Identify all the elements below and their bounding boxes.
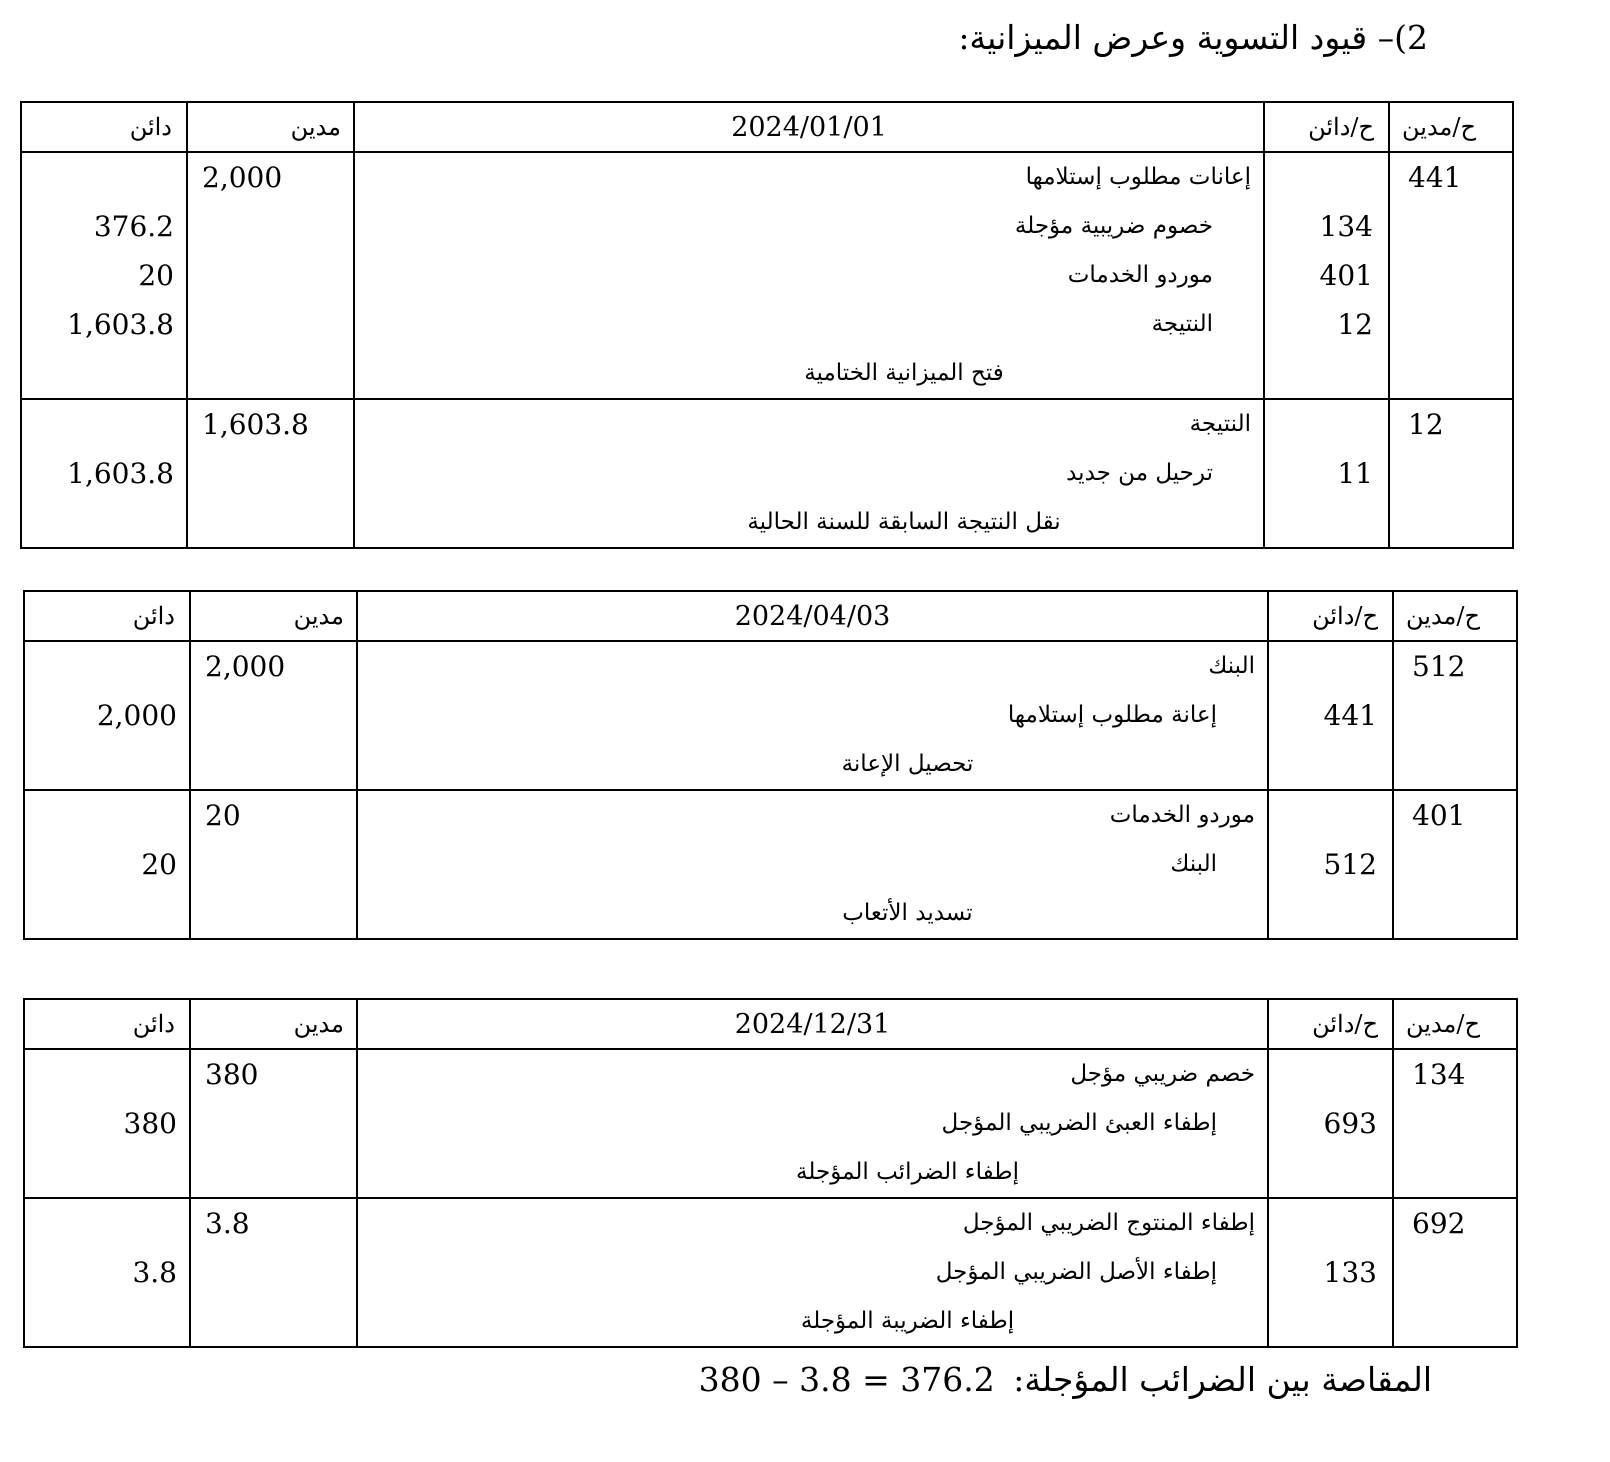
journal-entry bbox=[21, 399, 1513, 548]
entry-value bbox=[191, 1248, 356, 1297]
journal-table bbox=[23, 998, 1518, 1348]
journal-entry bbox=[21, 152, 1513, 399]
entry-memo-line: نقل النتيجة السابقة للسنة الحالية bbox=[747, 509, 1061, 535]
journal-entry bbox=[24, 1198, 1517, 1347]
entry-value bbox=[25, 1148, 189, 1197]
description-cell bbox=[354, 399, 1264, 548]
entry-value bbox=[191, 1148, 356, 1197]
entry-value bbox=[1390, 349, 1512, 398]
entry-value bbox=[22, 400, 186, 449]
entry-value: 2,000 bbox=[96, 699, 177, 732]
debit-account-cell bbox=[1393, 641, 1517, 790]
entry-value: 693 bbox=[1323, 1107, 1377, 1140]
credit-account-cell bbox=[1268, 790, 1393, 939]
header-credit: دائن bbox=[24, 591, 190, 641]
entry-value bbox=[1269, 791, 1392, 840]
debit-amount-cell bbox=[187, 152, 354, 399]
credit-account-cell bbox=[1268, 641, 1393, 790]
entry-value bbox=[25, 1199, 189, 1248]
header-debit: مدين bbox=[190, 591, 357, 641]
header-debit: مدين bbox=[187, 102, 354, 152]
entry-value: 512 bbox=[1412, 650, 1466, 683]
entry-value: 12 bbox=[1337, 308, 1373, 341]
debit-account-cell bbox=[1393, 1198, 1517, 1347]
entry-value: 134 bbox=[1412, 1058, 1466, 1091]
entry-value bbox=[1390, 202, 1512, 251]
credit-account-cell bbox=[1264, 399, 1389, 548]
header-credit: دائن bbox=[24, 999, 190, 1049]
entry-value: 401 bbox=[1319, 259, 1373, 292]
debit-account-cell bbox=[1389, 152, 1513, 399]
header-credit-account: ح/دائن bbox=[1264, 102, 1389, 152]
entry-value bbox=[188, 300, 353, 349]
entry-value bbox=[1269, 1050, 1392, 1099]
entry-value bbox=[188, 251, 353, 300]
credit-amount-cell bbox=[21, 152, 187, 399]
credit-account-cell bbox=[1268, 1198, 1393, 1347]
entry-value bbox=[1390, 251, 1512, 300]
entry-value bbox=[1394, 889, 1516, 938]
entry-value bbox=[22, 153, 186, 202]
offset-equation: 380 – 3.8 = 376.2 bbox=[698, 1360, 995, 1399]
credit-amount-cell bbox=[24, 790, 190, 939]
entry-value: 441 bbox=[1323, 699, 1377, 732]
entry-value: 133 bbox=[1323, 1256, 1377, 1289]
entry-cr-line: البنك bbox=[1170, 851, 1217, 877]
entry-value bbox=[191, 840, 356, 889]
entry-value bbox=[1269, 740, 1392, 789]
entry-value bbox=[1269, 1297, 1392, 1346]
entry-value bbox=[22, 349, 186, 398]
entry-value: 134 bbox=[1319, 210, 1373, 243]
entry-value bbox=[191, 1099, 356, 1148]
entry-value: 692 bbox=[1412, 1207, 1466, 1240]
entry-value: 1,603.8 bbox=[67, 457, 174, 490]
header-debit: مدين bbox=[190, 999, 357, 1049]
entry-value bbox=[1269, 889, 1392, 938]
debit-account-cell bbox=[1389, 399, 1513, 548]
entry-value: 11 bbox=[1337, 457, 1373, 490]
entry-cr-line: ترحيل من جديد bbox=[1066, 460, 1213, 486]
entry-value bbox=[188, 449, 353, 498]
entry-memo-line: إطفاء الضريبة المؤجلة bbox=[800, 1308, 1015, 1334]
entry-memo-line: فتح الميزانية الختامية bbox=[804, 360, 1004, 386]
header-credit: دائن bbox=[21, 102, 187, 152]
entry-value: 1,603.8 bbox=[202, 408, 309, 441]
credit-amount-cell bbox=[24, 1049, 190, 1198]
debit-amount-cell bbox=[190, 790, 357, 939]
entry-dr-line: خصم ضريبي مؤجل bbox=[1070, 1061, 1255, 1087]
entry-dr-line: النتيجة bbox=[1189, 411, 1251, 437]
entry-value bbox=[25, 791, 189, 840]
entry-value: 3.8 bbox=[205, 1207, 250, 1240]
entry-value bbox=[25, 889, 189, 938]
entry-value bbox=[191, 889, 356, 938]
journal-table bbox=[23, 590, 1518, 940]
credit-amount-cell bbox=[24, 1198, 190, 1347]
entry-value: 12 bbox=[1408, 408, 1444, 441]
entry-value: 20 bbox=[141, 848, 177, 881]
credit-amount-cell bbox=[21, 399, 187, 548]
debit-account-cell bbox=[1393, 790, 1517, 939]
entry-value: 512 bbox=[1323, 848, 1377, 881]
header-credit-account: ح/دائن bbox=[1268, 999, 1393, 1049]
offset-label: المقاصة بين الضرائب المؤجلة: bbox=[1013, 1360, 1432, 1399]
header-debit-account: ح/مدين bbox=[1393, 999, 1517, 1049]
entry-cr-line: خصوم ضريبية مؤجلة bbox=[1014, 213, 1213, 239]
credit-amount-cell bbox=[24, 641, 190, 790]
entry-value bbox=[1269, 1148, 1392, 1197]
entry-value bbox=[191, 740, 356, 789]
journal-date: 2024/04/03 bbox=[357, 591, 1268, 641]
header-debit-account: ح/مدين bbox=[1393, 591, 1517, 641]
entry-value bbox=[1390, 449, 1512, 498]
entry-cr-line: إطفاء الأصل الضريبي المؤجل bbox=[935, 1259, 1217, 1285]
page-title: 2)– قيود التسوية وعرض الميزانية: bbox=[958, 18, 1428, 57]
entry-value bbox=[1265, 153, 1388, 202]
entry-value bbox=[1390, 498, 1512, 547]
entry-value: 2,000 bbox=[205, 650, 286, 683]
debit-account-cell bbox=[1393, 1049, 1517, 1198]
entry-value: 380 bbox=[123, 1107, 177, 1140]
entry-value bbox=[1265, 349, 1388, 398]
journal-entry bbox=[24, 1049, 1517, 1198]
journal-date: 2024/01/01 bbox=[354, 102, 1264, 152]
credit-account-cell bbox=[1264, 152, 1389, 399]
entry-value bbox=[1394, 740, 1516, 789]
entry-dr-line: إعانات مطلوب إستلامها bbox=[1025, 164, 1251, 190]
entry-value: 3.8 bbox=[132, 1256, 177, 1289]
description-cell bbox=[357, 790, 1268, 939]
entry-value bbox=[1394, 1099, 1516, 1148]
entry-value bbox=[188, 349, 353, 398]
entry-dr-line: إطفاء المنتوج الضريبي المؤجل bbox=[962, 1210, 1255, 1236]
entry-value bbox=[1269, 1199, 1392, 1248]
entry-value bbox=[1269, 642, 1392, 691]
entry-value bbox=[1265, 400, 1388, 449]
entry-value bbox=[188, 202, 353, 251]
entry-value: 401 bbox=[1412, 799, 1466, 832]
entry-cr-line: إعانة مطلوب إستلامها bbox=[1007, 702, 1217, 728]
header-debit-account: ح/مدين bbox=[1389, 102, 1513, 152]
entry-value bbox=[191, 1297, 356, 1346]
description-cell bbox=[357, 1049, 1268, 1198]
entry-memo-line: تحصيل الإعانة bbox=[841, 751, 974, 777]
entry-cr-line: موردو الخدمات bbox=[1067, 262, 1213, 288]
entry-value bbox=[25, 1050, 189, 1099]
entry-dr-line: موردو الخدمات bbox=[1109, 802, 1255, 828]
entry-value bbox=[25, 642, 189, 691]
journal-table bbox=[20, 101, 1514, 549]
description-cell bbox=[357, 641, 1268, 790]
entry-memo-line: إطفاء الضرائب المؤجلة bbox=[796, 1159, 1019, 1185]
entry-value: 380 bbox=[205, 1058, 259, 1091]
debit-amount-cell bbox=[190, 1198, 357, 1347]
entry-value bbox=[188, 498, 353, 547]
entry-value bbox=[1394, 1248, 1516, 1297]
entry-value bbox=[1394, 1297, 1516, 1346]
entry-value bbox=[25, 740, 189, 789]
entry-cr-line: إطفاء العبئ الضريبي المؤجل bbox=[941, 1110, 1217, 1136]
entry-value bbox=[1394, 1148, 1516, 1197]
entry-value: 376.2 bbox=[93, 210, 174, 243]
entry-value bbox=[1394, 691, 1516, 740]
entry-value bbox=[1390, 300, 1512, 349]
entry-dr-line: البنك bbox=[1208, 653, 1255, 679]
entry-value bbox=[191, 691, 356, 740]
description-cell bbox=[354, 152, 1264, 399]
entry-value bbox=[1394, 840, 1516, 889]
entry-value bbox=[25, 1297, 189, 1346]
entry-value: 20 bbox=[205, 799, 241, 832]
journal-entry bbox=[24, 790, 1517, 939]
credit-account-cell bbox=[1268, 1049, 1393, 1198]
entry-value: 441 bbox=[1408, 161, 1462, 194]
debit-amount-cell bbox=[187, 399, 354, 548]
debit-amount-cell bbox=[190, 641, 357, 790]
entry-cr-line: النتيجة bbox=[1151, 311, 1213, 337]
entry-value: 1,603.8 bbox=[67, 308, 174, 341]
entry-value bbox=[1265, 498, 1388, 547]
entry-value bbox=[22, 498, 186, 547]
header-credit-account: ح/دائن bbox=[1268, 591, 1393, 641]
entry-value: 20 bbox=[138, 259, 174, 292]
journal-date: 2024/12/31 bbox=[357, 999, 1268, 1049]
offset-note bbox=[699, 1360, 1432, 1399]
entry-value: 2,000 bbox=[202, 161, 283, 194]
journal-entry bbox=[24, 641, 1517, 790]
entry-memo-line: تسديد الأتعاب bbox=[842, 900, 973, 926]
description-cell bbox=[357, 1198, 1268, 1347]
debit-amount-cell bbox=[190, 1049, 357, 1198]
